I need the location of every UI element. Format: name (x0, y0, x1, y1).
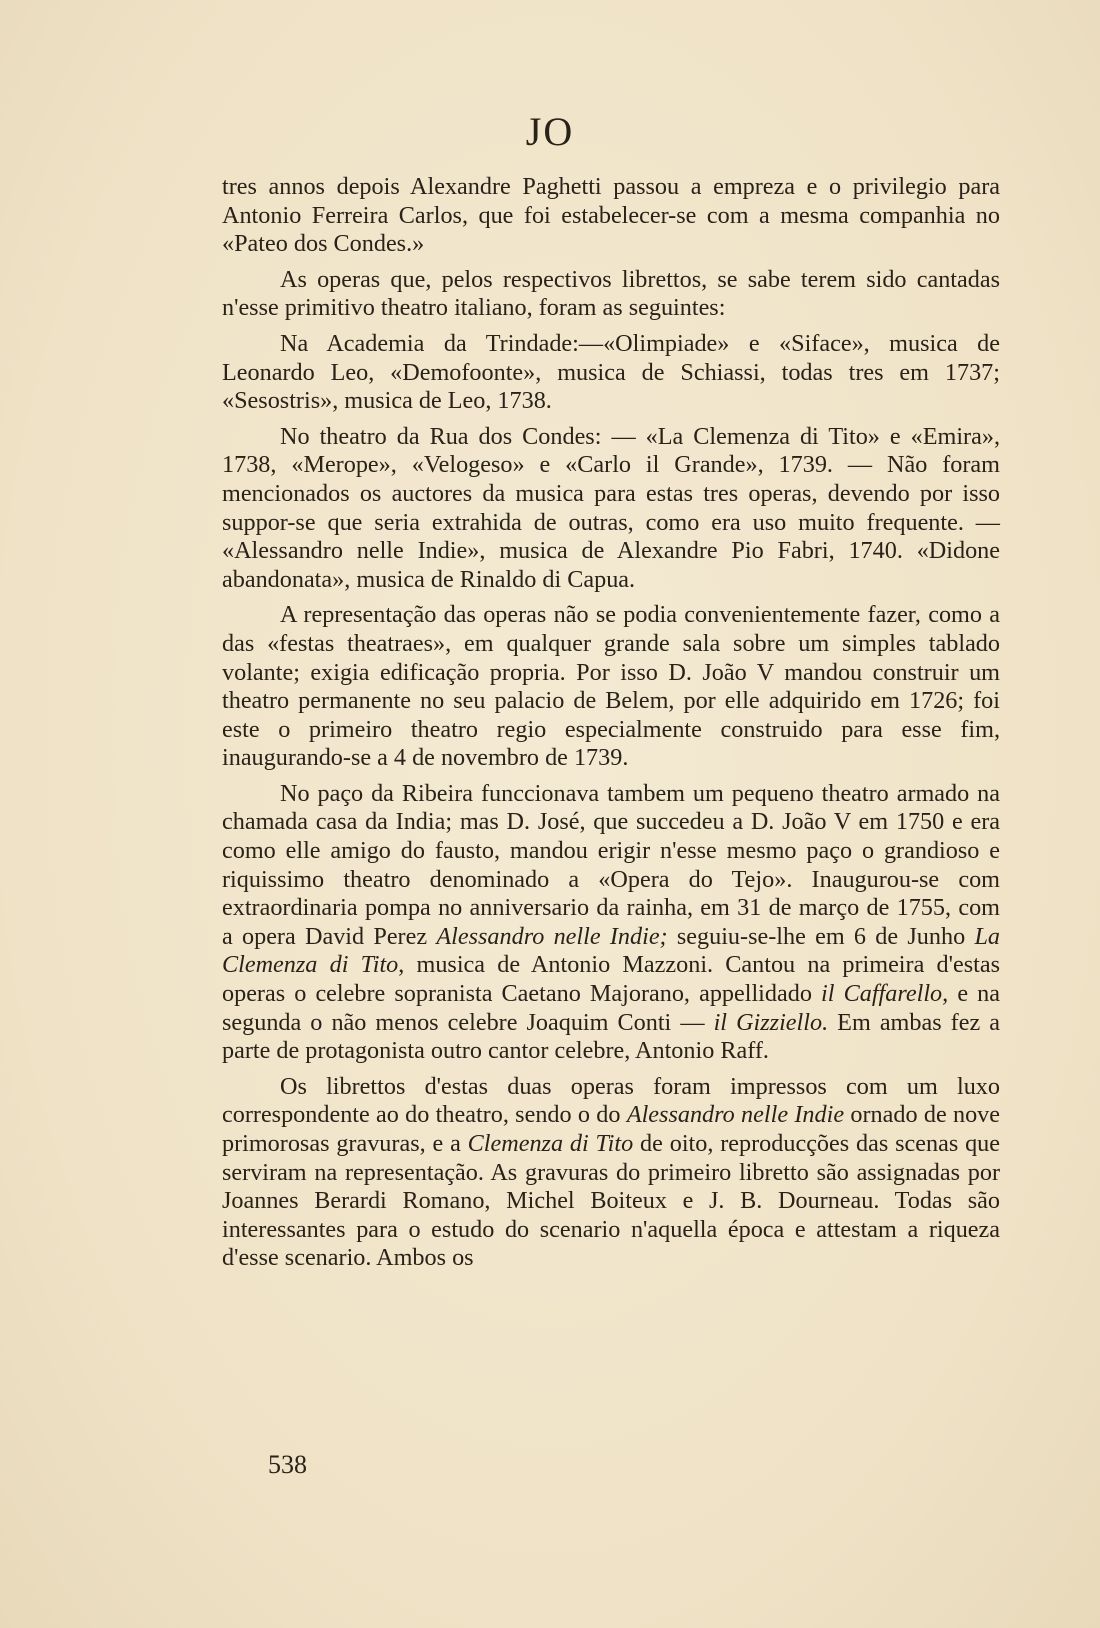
text-run: Em ambas fez a parte de protagonista outro cantor celebre, Antonio Raff. (222, 1008, 1000, 1065)
text-run: As operas que, pelos respectivos librettos, se sabe terem sido cantadas n'esse primitivo theatro italiano, foram as seguintes: (222, 265, 1000, 322)
text-run: Os librettos d'estas duas operas foram impressos com um luxo correspondente ao do theatro, sendo o do (222, 1072, 1000, 1129)
italic-title: il Gizziello. (713, 1008, 829, 1036)
italic-title: La Clemenza di Tito (222, 922, 1000, 979)
paragraph (222, 423, 1000, 595)
italic-title: il Caffarello, (821, 980, 949, 1008)
italic-title: Alessandro nelle Indie (626, 1101, 845, 1129)
paragraph (222, 330, 1000, 416)
text-run: tres annos depois Alexandre Paghetti passou a empreza e o privilegio para Antonio Ferreira Carlos, que foi estabelecer-se com a mesma companhia no «Pateo dos Condes.» (222, 173, 1000, 258)
text-run: A representação das operas não se podia convenientemente fazer, como a das «festas theatraes», em qualquer grande sala sobre um simples tablado volante; exigia edificação propria. Por isso D. João V mandou construir um theatro permanente no seu palacio de Belem, por elle adquirido em 1726; foi este o primeiro theatro regio especialmente construido para esse fim, inaugurando-se a 4 de novembro de 1739. (222, 601, 1000, 772)
text-run: de oito, reproducções das scenas que serviram na representação. As gravuras do primeiro libretto são assignadas por Joannes Berardi Romano, Michel Boiteux e J. B. Dourneau. Todas são interessantes para o estudo do scenario n'aquella época e attestam a riqueza d'esse scenario. Ambos os (222, 1130, 1000, 1272)
paragraph (222, 173, 1000, 259)
paragraph (222, 1073, 1000, 1273)
paragraph (222, 266, 1000, 323)
text-run: , musica de Antonio Mazzoni. Cantou na primeira d'estas operas o celebre sopranista Caetano Majorano, appellidado (222, 951, 1000, 1008)
text-run: No theatro da Rua dos Condes: — «La Clemenza di Tito» e «Emira», 1738, «Merope», «Velogeso» e «Carlo il Grande», 1739. — Não foram mencionados os auctores da musica para estas tres operas, devendo por isso suppor-se que seria extrahida de outras, como era uso muito frequente. — «Alessandro nelle Indie», musica de Alexandre Pio Fabri, 1740. «Didone abandonata», musica de Rinaldo di Capua. (222, 422, 1000, 593)
text-run: seguiu-se-lhe em 6 de Junho (667, 922, 975, 950)
text-run: No paço da Ribeira funccionava tambem um pequeno theatro armado na chamada casa da India; mas D. José, que succedeu a D. João V em 1750 e era como elle amigo do fausto, mandou erigir n'esse mesmo paço o grandioso e riquissimo theatro denominado a «Opera do Tejo». Inaugurou-se com extraordinaria pompa no anniversario da rainha, em 31 de março de 1755, com a opera David Perez (222, 779, 1000, 950)
text-run: e na segunda o não menos celebre Joaquim Conti — (222, 980, 1000, 1036)
page-number: 538 (268, 1450, 307, 1479)
paragraph (222, 601, 1000, 773)
italic-title: Clemenza di Tito (467, 1130, 634, 1157)
body-text (222, 173, 1000, 1280)
paragraph (222, 780, 1000, 1066)
running-header: JO (525, 109, 575, 154)
text-run: Na Academia da Trindade:—«Olimpiade» e «Siface», musica de Leonardo Leo, «Demofoonte», musica de Schiassi, todas tres em 1737; «Sesostris», musica de Leo, 1738. (222, 329, 1000, 415)
text-run: ornado de nove primorosas gravuras, e a (222, 1101, 1000, 1157)
italic-title: Alessandro nelle Indie; (436, 922, 668, 950)
